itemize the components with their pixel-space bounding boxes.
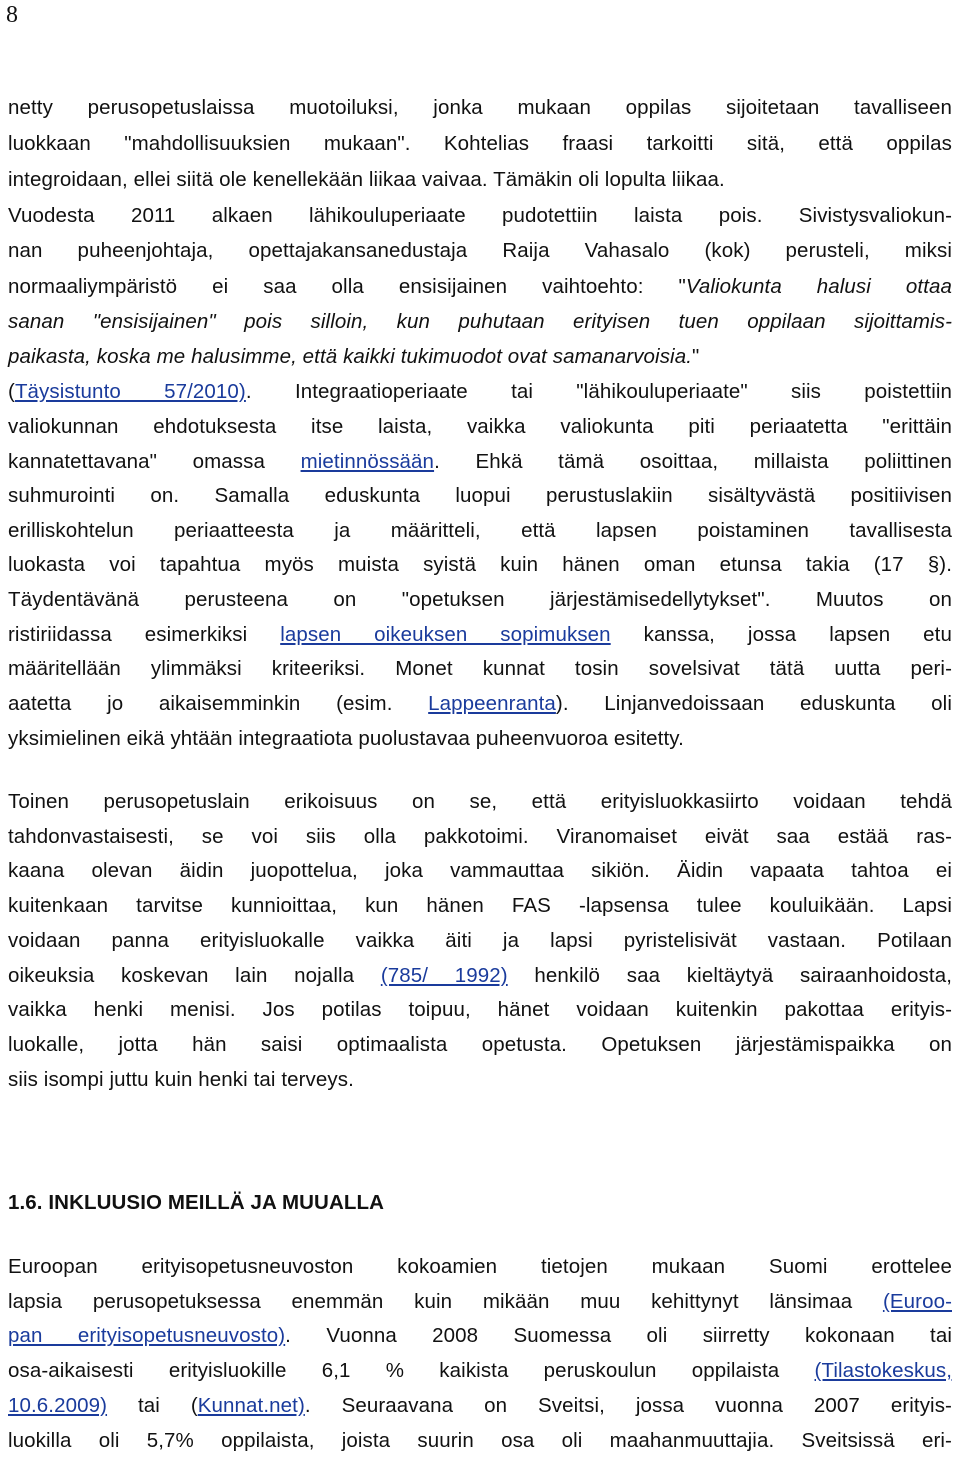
link-potilaslaki[interactable]: (785/ 1992) — [380, 964, 508, 987]
quote-text: paikasta, koska me halusimme, että kaikki tukimuodot ovat samanarvoisia. — [8, 345, 692, 368]
text-span: ). Linjanvedoissaan eduskunta oli — [555, 692, 952, 715]
link-tilastokeskus-date[interactable]: 10.6.2009) — [8, 1394, 108, 1417]
link-euroopan-erityisopetusneuvosto[interactable]: (Euroo- — [882, 1290, 952, 1313]
text-span: lapsia perusopetuksessa enemmän kuin mikään muu kehittynyt länsimaa — [8, 1290, 883, 1313]
text-line: Euroopan erityisopetusneuvoston kokoamien tietojen mukaan Suomi erottelee — [8, 1255, 952, 1278]
text-line — [8, 621, 952, 649]
text-span: normaaliympäristö ei saa olla ensisijainen vaihtoehto: " — [8, 275, 686, 298]
text-line: suhmurointi on. Samalla eduskunta luopui perustuslakiin sisältyvästä positiivisen — [8, 484, 952, 507]
text-line: luokilla oli 5,7% oppilaista, joista suurin osa oli maahanmuuttajia. Sveitsissä eri- — [8, 1429, 952, 1452]
text-line: Täydentävänä perusteena on "opetuksen järjestämisedellytykset". Muutos on — [8, 588, 952, 611]
link-kunnat-net[interactable]: Kunnat.net) — [197, 1394, 305, 1417]
text-line — [8, 1392, 952, 1420]
text-line: luokkaan "mahdollisuuksien mukaan". Kohtelias fraasi tarkoitti sitä, että oppilas — [8, 132, 952, 155]
text-line: voidaan panna erityisluokalle vaikka äiti ja lapsi pyristelisivät vastaan. Potilaan — [8, 929, 952, 952]
text-span: ristiriidassa esimerkiksi — [8, 623, 281, 646]
link-tilastokeskus[interactable]: (Tilastokeskus, — [814, 1359, 952, 1382]
text-line — [8, 1322, 952, 1350]
text-line — [8, 273, 952, 301]
text-line — [8, 690, 952, 718]
text-line: integroidaan, ellei siitä ole kenellekään liikaa vaivaa. Tämäkin oli lopulta liikaa. — [8, 168, 725, 191]
text-line — [8, 448, 952, 476]
text-line: kaana olevan äidin juopottelua, joka vammauttaa sikiön. Äidin vapaata tahtoa ei — [8, 859, 952, 882]
section-heading: 1.6. INKLUUSIO MEILLÄ JA MUUALLA — [8, 1191, 385, 1214]
text-span: oikeuksia koskevan lain nojalla — [8, 964, 381, 987]
text-line — [8, 1357, 952, 1385]
text-span: . Integraatioperiaate tai "lähikouluperiaate" siis poistettiin — [245, 380, 953, 403]
link-lappeenranta[interactable]: Lappeenranta — [428, 692, 556, 715]
text-line: netty perusopetuslaissa muotoiluksi, jonka mukaan oppilas sijoitetaan tavalliseen — [8, 96, 952, 119]
page-number: 8 — [6, 2, 18, 28]
text-line — [8, 1288, 952, 1316]
quote-text: Valiokunta halusi ottaa — [685, 275, 952, 298]
text-line: tahdonvastaisesti, se voi siis olla pakkotoimi. Viranomaiset eivät saa estää ras- — [8, 825, 952, 848]
text-line — [8, 202, 952, 230]
text-line: yksimielinen eikä yhtään integraatiota puolustavaa puheenvuoroa esitetty. — [8, 727, 684, 750]
text-span: . Ehkä tämä osoittaa, millaista poliittinen — [434, 450, 952, 473]
quote-text: sanan "ensisijainen" pois silloin, kun puhutaan erityisen tuen oppilaan sijoittamis- — [8, 310, 952, 333]
text-span: Sivistysvaliokun- — [798, 204, 952, 227]
text-line — [8, 343, 952, 371]
text-line — [8, 308, 952, 336]
text-span: " — [692, 345, 700, 368]
text-span: tai ( — [107, 1394, 198, 1417]
text-line: siis isompi juttu kuin henki tai terveys. — [8, 1068, 354, 1091]
text-line: nan puheenjohtaja, opettajakansanedustaja Raija Vahasalo (kok) perusteli, miksi — [8, 239, 952, 262]
text-span: aatetta jo aikaisemminkin (esim. — [8, 692, 429, 715]
text-span: kannatettavana" omassa — [8, 450, 301, 473]
text-span: kanssa, jossa lapsen etu — [610, 623, 952, 646]
text-line — [8, 378, 952, 406]
text-span: . Vuonna 2008 Suomessa oli siirretty kokonaan tai — [285, 1324, 953, 1347]
text-span: . Seuraavana on Sveitsi, jossa vuonna 2007 erityis- — [304, 1394, 952, 1417]
link-euroopan-erityisopetusneuvosto-cont[interactable]: pan erityisopetusneuvosto) — [8, 1324, 286, 1347]
link-mietinnossaan[interactable]: mietinnössään — [300, 450, 435, 473]
text-span: ( — [8, 380, 15, 403]
link-taysistunto[interactable]: Täysistunto 57/2010) — [14, 380, 246, 403]
text-line: Toinen perusopetuslain erikoisuus on se, että erityisluokkasiirto voidaan tehdä — [8, 790, 952, 813]
text-line: vaikka henki menisi. Jos potilas toipuu, hänet voidaan kuitenkin pakottaa erityis- — [8, 998, 952, 1021]
text-line: valiokunnan ehdotuksesta itse laista, vaikka valiokunta piti periaatetta "erittäin — [8, 415, 952, 438]
text-line: erilliskohtelun periaatteesta ja määritteli, että lapsen poistaminen tavallisesta — [8, 519, 952, 542]
text-line — [8, 962, 952, 990]
link-lapsen-oikeuksien-sopimus[interactable]: lapsen oikeuksen sopimuksen — [280, 623, 611, 646]
text-line: määritellään ylimmäksi kriteeriksi. Monet kunnat tosin sovelsivat tätä uutta peri- — [8, 657, 952, 680]
text-span: henkilö saa kieltäytyä sairaanhoidosta, — [507, 964, 952, 987]
text-span: Vuodesta 2011 alkaen lähikouluperiaate pudotettiin laista pois. — [8, 204, 763, 227]
text-line: kuitenkaan tarvitse kunnioittaa, kun hänen FAS -lapsensa tulee kouluikään. Lapsi — [8, 894, 952, 917]
text-line: luokasta voi tapahtua myös muista syistä kuin hänen oman etunsa takia (17 §). — [8, 553, 952, 576]
text-span: osa-aikaisesti erityisluokille 6,1 % kaikista peruskoulun oppilaista — [8, 1359, 815, 1382]
text-line: luokalle, jotta hän saisi optimaalista opetusta. Opetuksen järjestämispaikka on — [8, 1033, 952, 1056]
